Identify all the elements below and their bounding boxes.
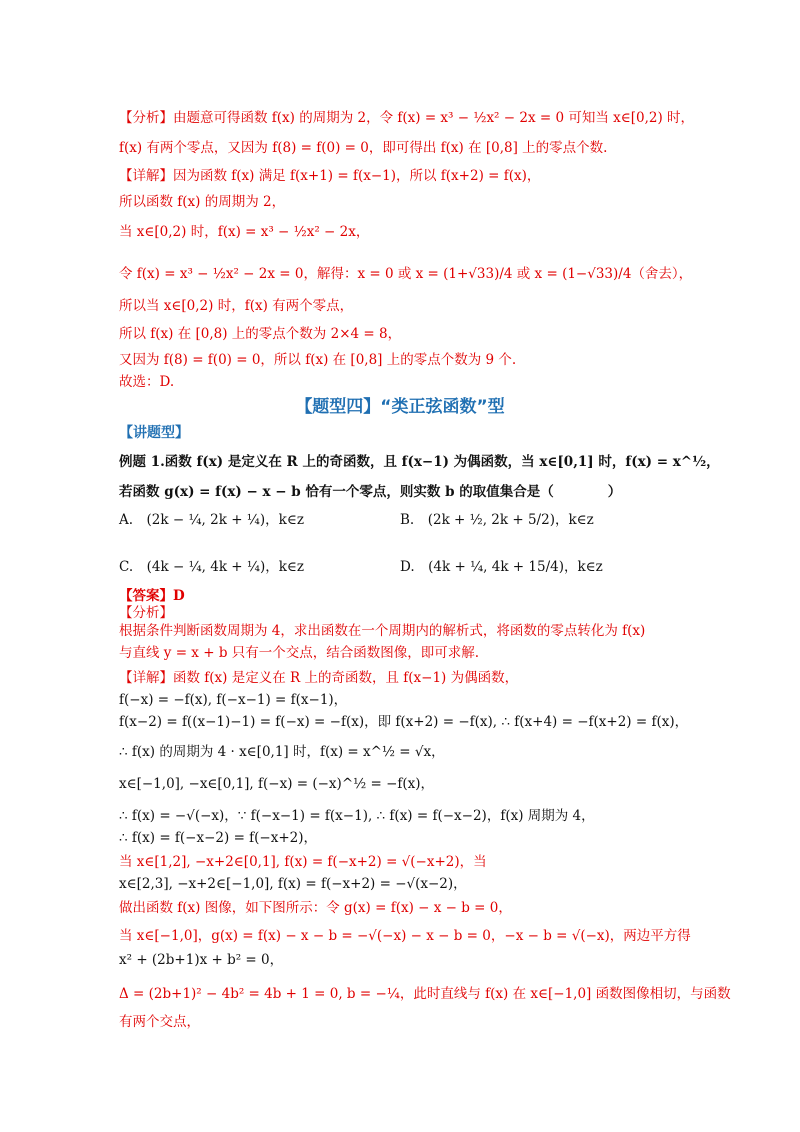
detail-line-6: 所以 f(x) 在 [0,8) 上的零点个数为 2×4 = 8， <box>119 326 402 342</box>
detail-line-2: 所以函数 f(x) 的周期为 2， <box>119 194 286 210</box>
answer-line: 【答案】D <box>119 588 185 604</box>
detail-text-13: Δ = (2b+1)² − 4b² = 4b + 1 = 0, b = −¼，此时直线与 f(x) 在 x∈[−1,0] 函数图像相切，与函数 <box>119 986 731 1002</box>
question-line-2: 若函数 g(x) = f(x) − x − b 恰有一个零点，则实数 b 的取值集合是（ ） <box>119 484 622 500</box>
detail-text-2: f(−x) = −f(x), f(−x−1) = f(x−1)， <box>119 692 348 708</box>
detail-text-14: 有两个交点， <box>119 1014 200 1030</box>
analysis-text-1: 根据条件判断函数周期为 4，求出函数在一个周期内的解析式，将函数的零点转化为 f(x) <box>119 623 646 639</box>
detail-line-7: 又因为 f(8) = f(0) = 0，所以 f(x) 在 [0,8] 上的零点个数为 9 个. <box>119 352 517 368</box>
detail-text-5: x∈[−1,0], −x∈[0,1], f(−x) = (−x)^½ = −f(x)， <box>119 776 435 792</box>
analysis-line-2: f(x) 有两个零点，又因为 f(8) = f(0) = 0，即可得出 f(x) 在 [0,8] 上的零点个数. <box>119 140 608 156</box>
option-d: D. (4k + ¼, 4k + 15/4)，k∈z <box>400 559 603 575</box>
detail-text-1: 【详解】函数 f(x) 是定义在 R 上的奇函数，且 f(x−1) 为偶函数， <box>119 670 519 686</box>
detail-text-12: x² + (2b+1)x + b² = 0， <box>119 952 284 968</box>
detail-text-3: f(x−2) = f((x−1)−1) = f(−x) = −f(x)，即 f(x+2) = −f(x), ∴ f(x+4) = −f(x+2) = f(x)， <box>119 714 689 730</box>
detail-text-9: x∈[2,3], −x+2∈[−1,0], f(x) = f(−x+2) = −√(x−2)， <box>119 876 467 892</box>
detail-text-10: 做出函数 f(x) 图像，如下图所示：令 g(x) = f(x) − x − b = 0， <box>119 900 512 916</box>
detail-line-3: 当 x∈[0,2) 时，f(x) = x³ − ½x² − 2x， <box>119 224 370 240</box>
section-title: 【题型四】“类正弦函数”型 <box>295 397 505 417</box>
detail-line-5: 所以当 x∈[0,2) 时，f(x) 有两个零点， <box>119 298 354 314</box>
conclusion-line: 故选：D. <box>119 374 175 390</box>
question-line-1: 例题 1.函数 f(x) 是定义在 R 上的奇函数，且 f(x−1) 为偶函数，当 x∈[0,1] 时，f(x) = x^½， <box>119 454 720 470</box>
detail-text-8: 当 x∈[1,2], −x+2∈[0,1], f(x) = f(−x+2) = √(−x+2)，当 <box>119 854 487 870</box>
option-b: B. (2k + ½, 2k + 5/2)，k∈z <box>400 512 594 528</box>
section-label: 【讲题型】 <box>119 425 189 441</box>
detail-line-4: 令 f(x) = x³ − ½x² − 2x = 0，解得：x = 0 或 x = (1+√33)/4 或 x = (1−√33)/4（舍去）， <box>119 266 693 282</box>
analysis-line-1: 【分析】由题意可得函数 f(x) 的周期为 2，令 f(x) = x³ − ½x² − 2x = 0 可知当 x∈[0,2) 时， <box>119 110 695 126</box>
detail-text-7: ∴ f(x) = f(−x−2) = f(−x+2)， <box>119 830 318 846</box>
detail-text-4: ∴ f(x) 的周期为 4 · x∈[0,1] 时，f(x) = x^½ = √x， <box>119 744 445 760</box>
detail-line-1: 【详解】因为函数 f(x) 满足 f(x+1) = f(x−1)，所以 f(x+2) = f(x)， <box>119 168 541 184</box>
analysis-text-2: 与直线 y = x + b 只有一个交点，结合函数图像，即可求解. <box>119 645 480 661</box>
option-c: C. (4k − ¼, 4k + ¼)，k∈z <box>119 559 305 575</box>
analysis-label: 【分析】 <box>119 605 173 621</box>
option-a: A. (2k − ¼, 2k + ¼)，k∈z <box>119 512 304 528</box>
detail-text-11: 当 x∈[−1,0]，g(x) = f(x) − x − b = −√(−x) − x − b = 0，−x − b = √(−x)，两边平方得 <box>119 928 691 944</box>
detail-text-6: ∴ f(x) = −√(−x)，∵ f(−x−1) = f(x−1), ∴ f(x) = f(−x−2)，f(x) 周期为 4， <box>119 808 595 824</box>
